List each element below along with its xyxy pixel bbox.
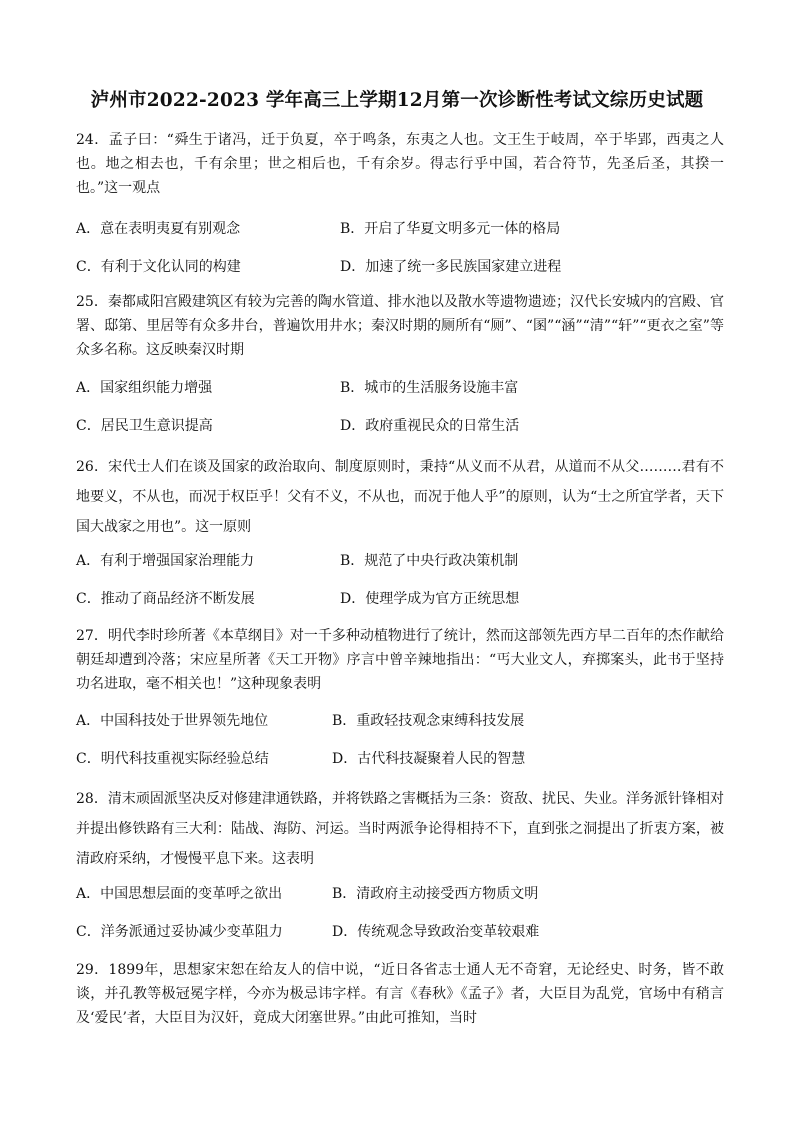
question-stem: 26．宋代士人们在谈及国家的政治取向、制度原则时，秉持“从义而不从君，从道而不从父………君有不地要义，不从也，而况于权臣乎！父有不义，不从也，而况于他人乎”的原则，认为“士之所宜学者，天下国大战家之用也”。这一原则 (76, 459, 724, 535)
question-26 (76, 452, 724, 542)
option-b: B．规范了中央行政决策机制 (340, 553, 519, 569)
option-d: D．政府重视民众的日常生活 (340, 418, 520, 434)
option-row (76, 883, 724, 905)
option-d: D．使理学成为官方正统思想 (340, 591, 520, 607)
question-stem: 27．明代李时珍所著《本草纲目》对一千多种动植物进行了统计，然而这部领先西方早二百年的杰作献给朝廷却遭到冷落；宋应星所著《天工开物》序言中曾辛辣地指出：“丐大业文人，弃掷案头，此书于坚持功名进取，毫不相关也！”这种现象表明 (76, 628, 724, 692)
option-c: C．推动了商品经济不断发展 (76, 591, 255, 607)
option-d: D．传统观念导致政治变革较艰难 (332, 924, 540, 940)
question-24 (76, 128, 724, 200)
option-row (76, 588, 724, 610)
option-d: D．古代科技凝聚着人民的智慧 (332, 751, 526, 767)
option-row (76, 710, 724, 732)
question-29 (76, 958, 724, 1030)
option-row (76, 256, 724, 278)
option-b: B．城市的生活服务设施丰富 (340, 380, 519, 396)
question-27 (76, 624, 724, 696)
option-row (76, 550, 724, 572)
option-row (76, 415, 724, 437)
option-c: C．明代科技重视实际经验总结 (76, 751, 269, 767)
option-row (76, 377, 724, 399)
question-25 (76, 290, 724, 362)
option-c: C．有利于文化认同的构建 (76, 259, 241, 275)
option-d: D．加速了统一多民族国家建立进程 (340, 259, 562, 275)
option-b: B．清政府主动接受西方物质文明 (332, 886, 539, 902)
option-row (76, 921, 724, 943)
option-b: B．重政轻技观念束缚科技发展 (332, 713, 525, 729)
option-a: A．中国思想层面的变革呼之欲出 (76, 886, 283, 902)
option-c: C．洋务派通过妥协减少变革阻力 (76, 924, 283, 940)
option-b: B．开启了华夏文明多元一体的格局 (340, 221, 561, 237)
option-a: A．中国科技处于世界领先地位 (76, 713, 269, 729)
question-stem: 24．孟子曰：“舜生于诸冯，迁于负夏，卒于鸣条，东夷之人也。文王生于岐周，卒于毕郢，西夷之人也。地之相去也，千有余里；世之相后也，千有余岁。得志行乎中国，若合符节，先圣后圣，其揆一也。”这一观点 (76, 132, 724, 196)
question-stem: 28．清末顽固派坚决反对修建津通铁路，并将铁路之害概括为三条：资敌、扰民、失业。洋务派针锋相对并提出修铁路有三大利：陆战、海防、河运。当时两派争论得相持不下，直到张之洞提出了折衷方案，被清政府采纳，才慢慢平息下来。这表明 (76, 791, 724, 867)
option-a: A．意在表明夷夏有别观念 (76, 221, 241, 237)
question-stem: 25．秦都咸阳宫殿建筑区有较为完善的陶水管道、排水池以及散水等遗物遗迹；汉代长安城内的宫殿、官署、邸第、里居等有众多井台，普遍饮用井水；秦汉时期的厕所有“厕”、“圂”“涵”“清”“轩”“更衣之室”等众多名称。这反映秦汉时期 (76, 294, 724, 358)
question-28 (76, 784, 724, 874)
page-title: 泸州市2022-2023 学年高三上学期12月第一次诊断性考试文综历史试题 (90, 90, 704, 111)
option-row (76, 218, 724, 240)
option-a: A．国家组织能力增强 (76, 380, 213, 396)
option-c: C．居民卫生意识提高 (76, 418, 213, 434)
option-a: A．有利于增强国家治理能力 (76, 553, 255, 569)
question-stem: 29．1899年，思想家宋恕在给友人的信中说，“近日各省志士通人无不奇窘，无论经史、时务，皆不敢谈，并孔教等极冠冕字样，今亦为极忌讳字样。有言《春秋》《孟子》者，大臣目为乱党，官场中有稍言及‘爱民’者，大臣目为汉奸，竟成大闭塞世界。”由此可推知，当时 (76, 962, 724, 1026)
option-row (76, 748, 724, 770)
